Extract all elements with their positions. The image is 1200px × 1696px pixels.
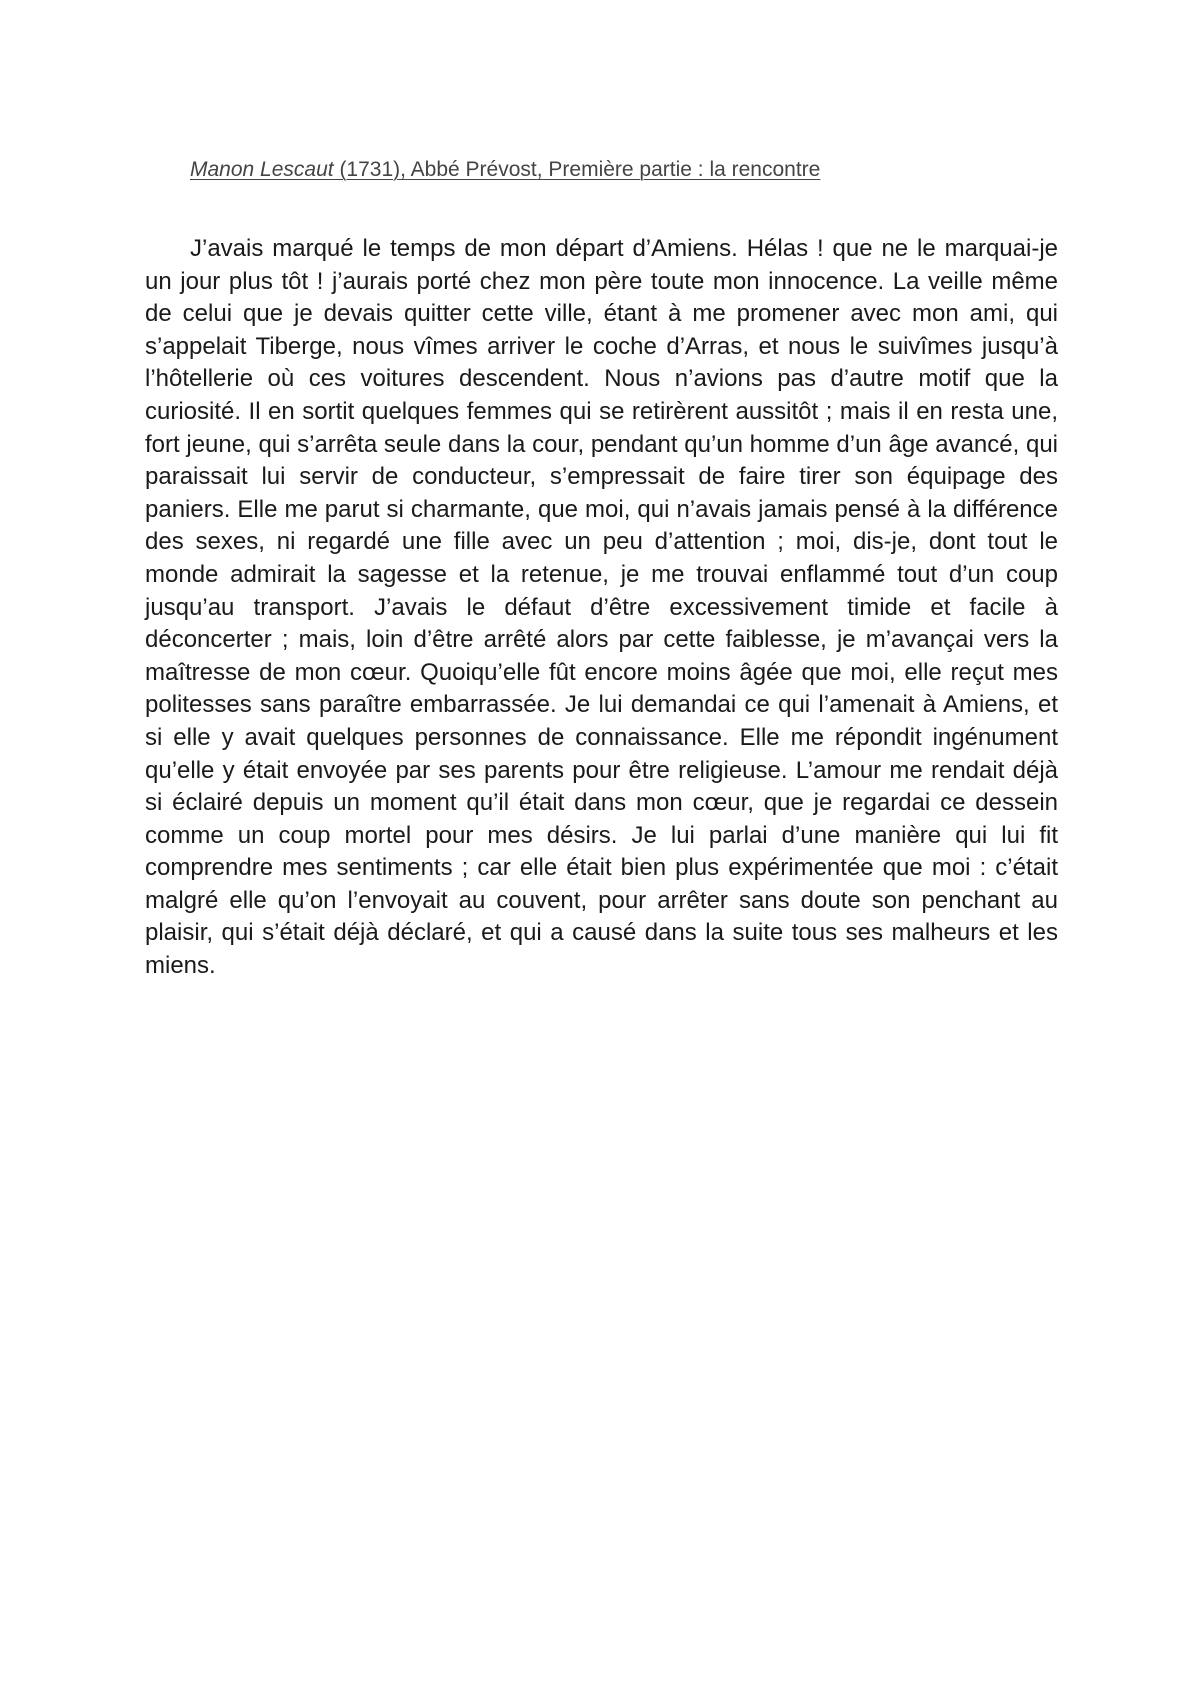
heading-details: (1731), Abbé Prévost, Première partie : la rencontre bbox=[333, 158, 821, 181]
excerpt-paragraph: J’avais marqué le temps de mon départ d’Amiens. Hélas ! que ne le marquai-je un jour plus tôt ! j’aurais porté chez mon père toute mon innocence. La veille même de celui que je devais quitter cette ville, étant à me promener avec mon ami, qui s’appelait Tiberge, nous vîmes arriver le coche d’Arras, et nous le suivîmes jusqu’à l’hôtellerie où ces voitures descendent. Nous n’avions pas d’autre motif que la curiosité. Il en sortit quelques femmes qui se retirèrent aussitôt ; mais il en resta une, fort jeune, qui s’arrêta seule dans la cour, pendant qu’un homme d’un âge avancé, qui paraissait lui servir de conducteur, s’empressait de faire tirer son équipage des paniers. Elle me parut si charmante, que moi, qui n’avais jamais pensé à la différence des sexes, ni regardé une fille avec un peu d’attention ; moi, dis-je, dont tout le monde admirait la sagesse et la retenue, je me trouvai enflammé tout d’un coup jusqu’au transport. J’avais le défaut d’être excessivement timide et facile à déconcerter ; mais, loin d’être arrêté alors par cette faiblesse, je m’avançai vers la maîtresse de mon cœur. Quoiqu’elle fût encore moins âgée que moi, elle reçut mes politesses sans paraître embarrassée. Je lui demandai ce qui l’amenait à Amiens, et si elle y avait quelques personnes de connaissance. Elle me répondit ingénument qu’elle y était envoyée par ses parents pour être religieuse. L’amour me rendait déjà si éclairé depuis un moment qu’il était dans mon cœur, que je regardai ce dessein comme un coup mortel pour mes désirs. Je lui parlai d’une manière qui lui fit comprendre mes sentiments ; car elle était bien plus expérimentée que moi : c’était malgré elle qu’on l’envoyait au couvent, pour arrêter sans doute son penchant au plaisir, qui s’était déjà déclaré, et qui a causé dans la suite tous ses malheurs et les miens. bbox=[145, 235, 1058, 980]
book-title: Manon Lescaut bbox=[190, 158, 334, 181]
document-heading bbox=[190, 155, 820, 185]
